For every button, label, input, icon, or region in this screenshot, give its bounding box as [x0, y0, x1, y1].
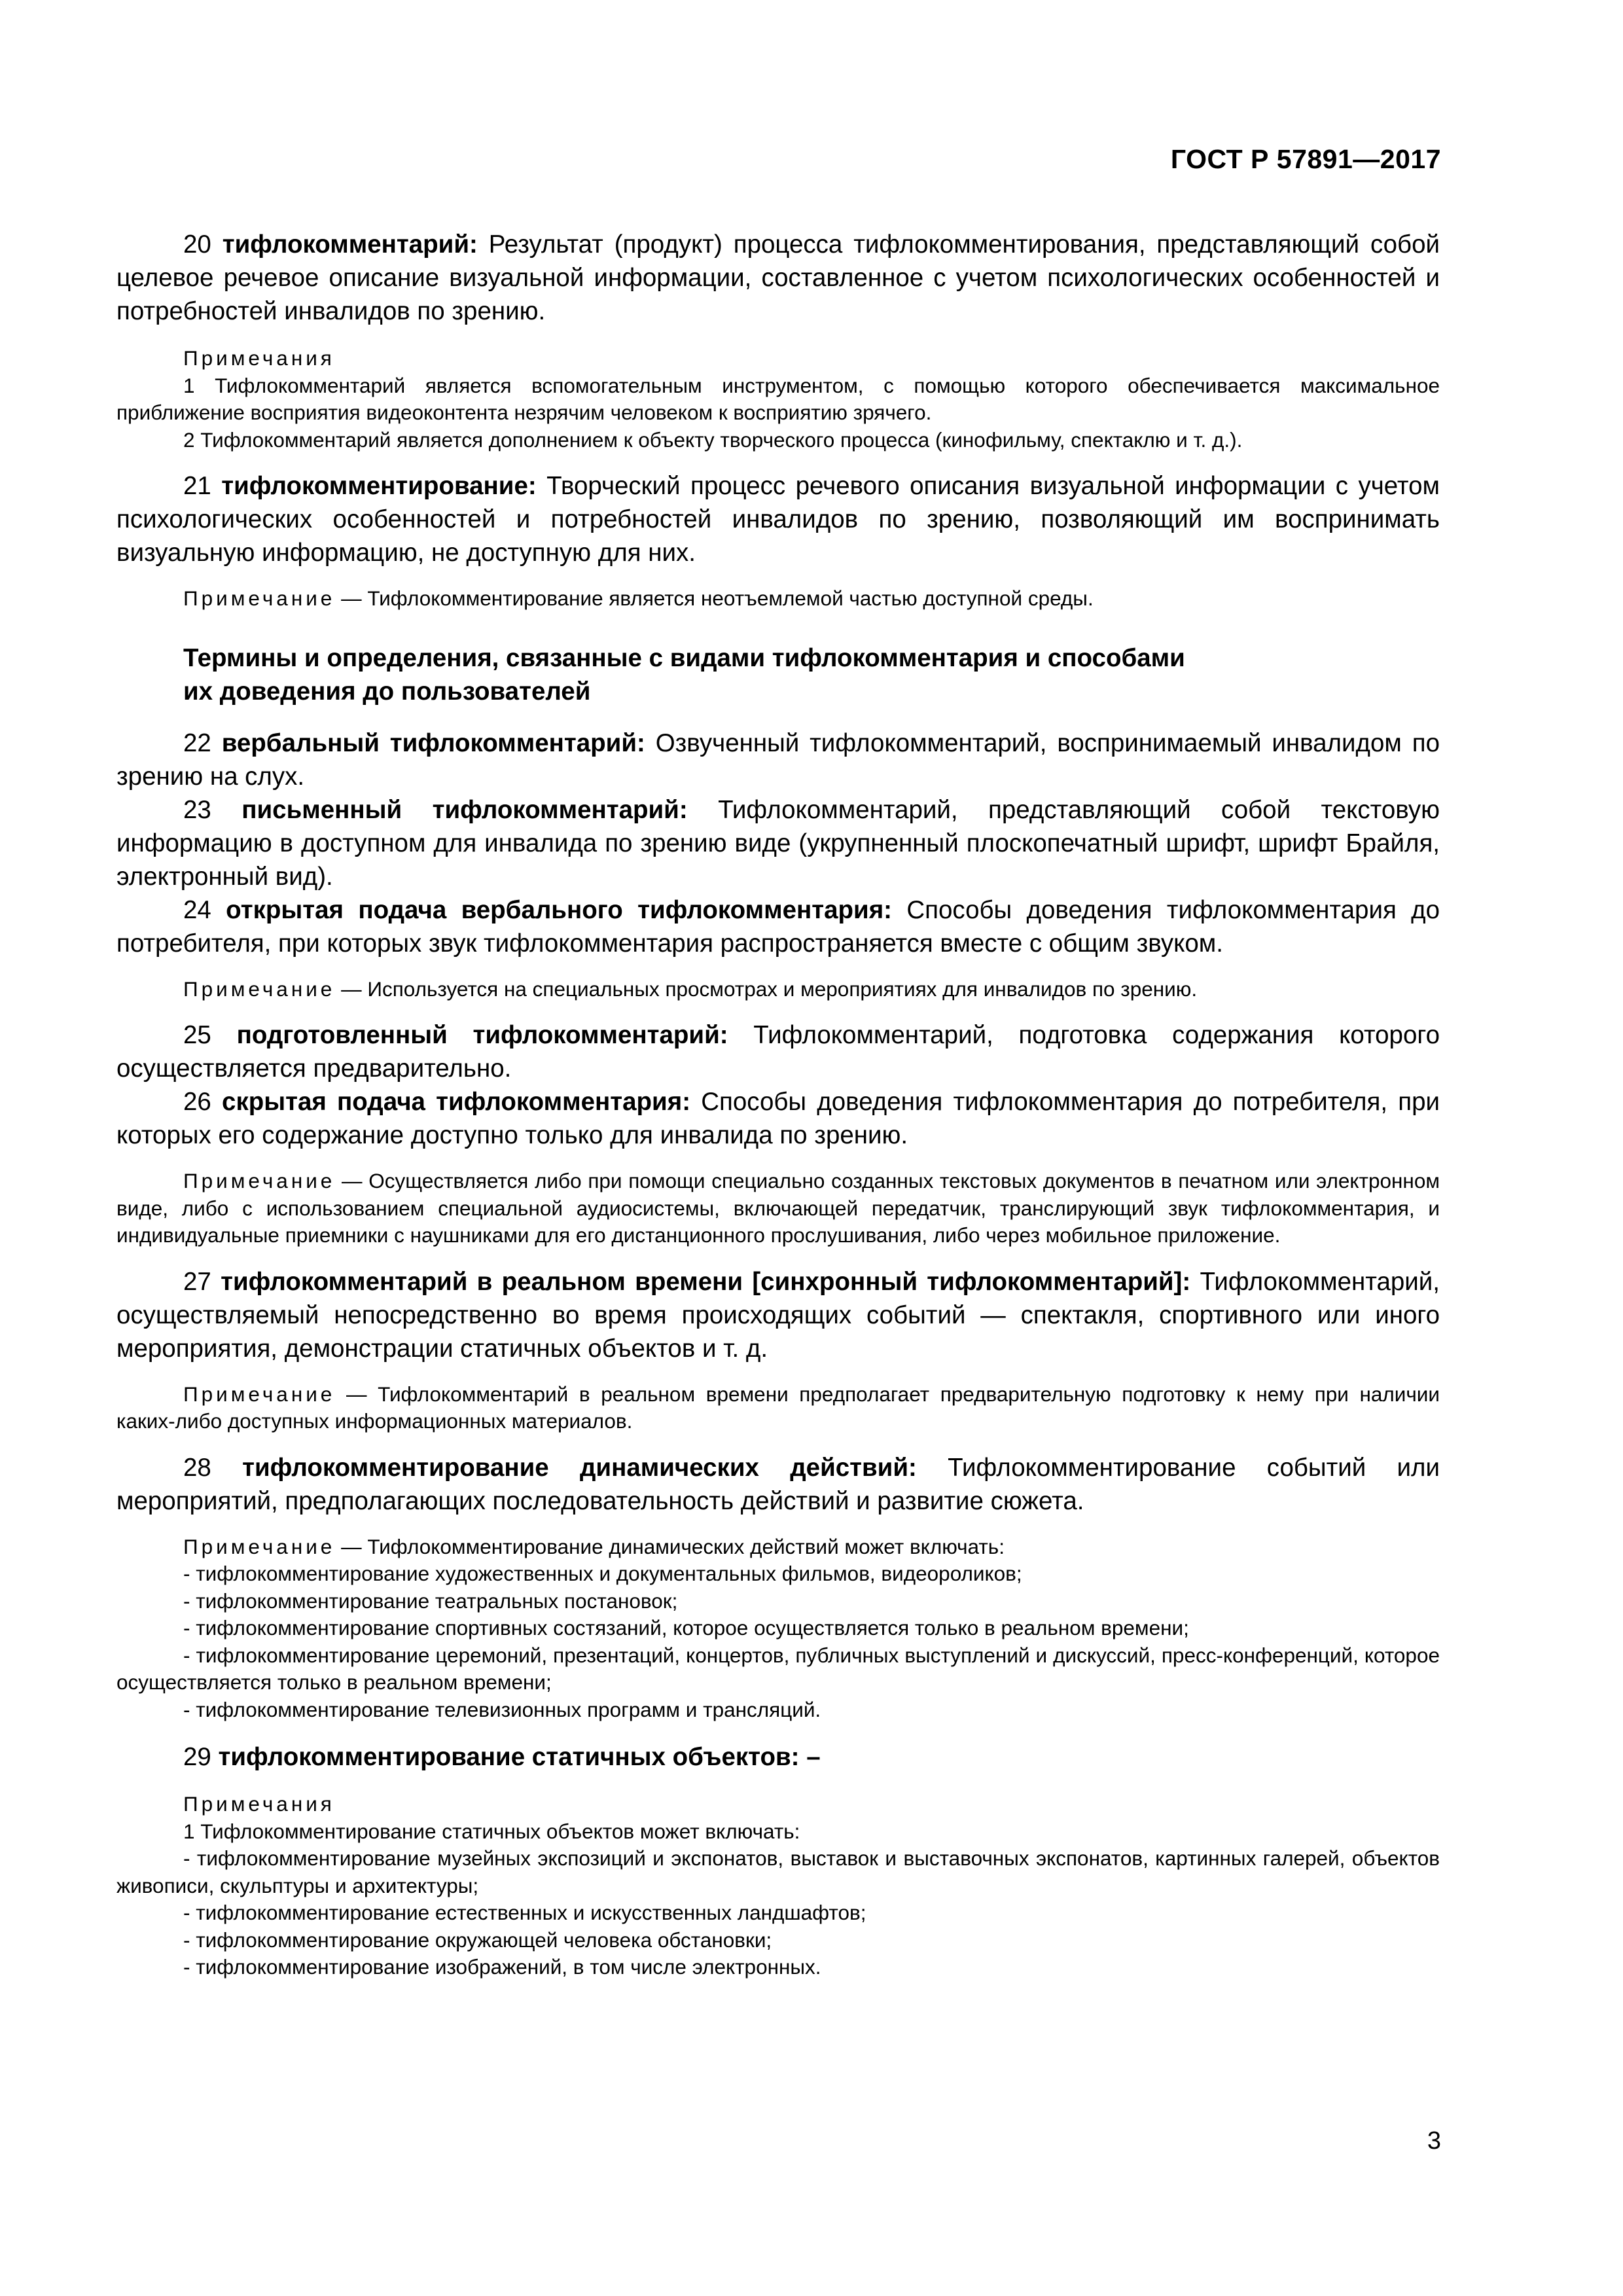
list-item: - тифлокомментирование спортивных состязаний, которое осуществляется только в реальном времени;	[183, 1616, 1189, 1640]
list-item: - тифлокомментирование естественных и искусственных ландшафтов;	[183, 1901, 866, 1924]
term-definition: Тифлокомментарий, осуществляемый непосредственно во время происходящих событий — спектакля, спортивного или иного мероприятия, демонстрации статичных объектов и т. д.	[116, 1267, 1440, 1363]
note-label: Примечание	[183, 1382, 336, 1406]
term-number: 22	[183, 728, 211, 757]
note-text: — Тифлокомментирование является неотъемлемой частью доступной среды.	[335, 586, 1094, 610]
section-heading-line: их доведения до пользователей	[183, 677, 591, 706]
note-27	[116, 1381, 1440, 1435]
term-number: 21	[183, 472, 211, 500]
list-item: - тифлокомментирование художественных и документальных фильмов, видеороликов;	[183, 1562, 1022, 1585]
term-definition: Творческий процесс речевого описания визуальной информации с учетом психологических особенностей и потребностей инвалидов по зрению, позволяющий им воспринимать визуальную информацию, не доступную для них.	[116, 472, 1440, 567]
term-number: 20	[183, 230, 211, 259]
term-number: 29	[183, 1743, 211, 1771]
term-number: 28	[183, 1453, 211, 1482]
term-21	[116, 469, 1440, 569]
term-23	[116, 793, 1440, 893]
note-item: 2 Тифлокомментарий является дополнением к объекту творческого процесса (кинофильму, спектаклю и т. д.).	[183, 427, 1243, 452]
note-label: Примечание	[183, 977, 336, 1001]
term-title: вербальный тифлокомментарий:	[221, 728, 645, 757]
section-heading-line: Термины и определения, связанные с видами тифлокомментария и способами	[183, 643, 1185, 672]
term-definition: Тифлокомментирование событий или мероприятий, предполагающих последовательность действий и развитие сюжета.	[116, 1453, 1440, 1515]
note-label: Примечание	[183, 586, 336, 610]
list-item: - тифлокомментирование церемоний, презентаций, концертов, публичных выступлений и дискуссий, пресс-конференций, которое осуществляется только в реальном времени;	[116, 1643, 1440, 1694]
note-24	[116, 976, 1440, 1003]
note-text: — Тифлокомментарий в реальном времени предполагает предварительную подготовку к нему при наличии каких-либо доступных информационных материалов.	[116, 1382, 1440, 1433]
note-label: Примечания	[183, 346, 335, 370]
list-item: - тифлокомментирование театральных постановок;	[183, 1588, 678, 1613]
term-22	[116, 726, 1440, 793]
term-number: 25	[183, 1021, 211, 1049]
term-title: тифлокомментарий в реальном времени [синхронный тифлокомментарий]:	[221, 1267, 1191, 1296]
term-number: 27	[183, 1267, 211, 1296]
list-item: - тифлокомментирование изображений, в том числе электронных.	[183, 1955, 821, 1979]
term-number: 24	[183, 895, 211, 924]
term-title: подготовленный тифлокомментарий:	[236, 1021, 728, 1049]
term-title: открытая подача вербального тифлокомментария:	[226, 895, 892, 924]
term-20	[116, 228, 1440, 328]
term-title: скрытая подача тифлокомментария:	[222, 1088, 691, 1116]
note-21	[116, 585, 1440, 613]
term-title: тифлокомментарий:	[222, 230, 478, 259]
term-definition: Тифлокомментарий, подготовка содержания которого осуществляется предварительно.	[116, 1021, 1440, 1083]
page-number: 3	[1427, 2127, 1441, 2155]
note-item: 1 Тифлокомментирование статичных объектов может включать:	[183, 1819, 800, 1843]
note-label: Примечания	[183, 1792, 335, 1816]
term-number: 26	[183, 1088, 211, 1116]
term-definition: Способы доведения тифлокомментария до потребителя, при которых звук тифлокомментария распространяется вместе с общим звуком.	[116, 895, 1440, 958]
term-number: 23	[183, 795, 211, 824]
term-title: тифлокомментирование:	[221, 472, 537, 500]
note-20	[116, 345, 1440, 454]
term-27	[116, 1265, 1440, 1365]
section-heading	[116, 641, 1440, 708]
document-body	[116, 0, 1440, 1981]
note-label: Примечание	[183, 1169, 336, 1193]
term-26	[116, 1085, 1440, 1152]
term-29	[116, 1740, 1440, 1774]
document-header: ГОСТ Р 57891—2017	[1170, 144, 1441, 174]
term-28	[116, 1451, 1440, 1518]
term-definition: Способы доведения тифлокомментария до потребителя, при которых его содержание доступно только для инвалида по зрению.	[116, 1088, 1440, 1149]
term-title: тифлокомментирование динамических действий:	[242, 1453, 917, 1482]
term-definition: Тифлокомментарий, представляющий собой текстовую информацию в доступном для инвалида по зрению виде (укрупненный плоскопечатный шрифт, шрифт Брайля, электронный вид).	[116, 795, 1440, 891]
note-text: — Тифлокомментирование динамических действий может включать:	[335, 1534, 1005, 1558]
note-item: 1 Тифлокомментарий является вспомогательным инструментом, с помощью которого обеспечивается максимальное приближение восприятия видеоконтента незрячим человеком к восприятию зрячего.	[116, 373, 1440, 424]
list-item: - тифлокомментирование телевизионных программ и трансляций.	[183, 1697, 821, 1721]
note-26	[116, 1168, 1440, 1249]
term-title: письменный тифлокомментарий:	[241, 795, 688, 824]
term-title: тифлокомментирование статичных объектов: –	[218, 1743, 821, 1771]
list-item: - тифлокомментирование музейных экспозиций и экспонатов, выставок и выставочных экспонатов, картинных галерей, объектов живописи, скульптуры и архитектуры;	[116, 1846, 1440, 1897]
note-text: — Используется на специальных просмотрах и мероприятиях для инвалидов по зрению.	[335, 977, 1198, 1001]
note-text: — Осуществляется либо при помощи специально созданных текстовых документов в печатном или электронном виде, либо с использованием специальной аудиосистемы, включающей передатчик, транслирующий звук тифлокомментария, и индивидуальные приемники с наушниками для его дистанционного прослушивания, либо через мобильное приложение.	[116, 1169, 1440, 1247]
term-definition: Результат (продукт) процесса тифлокомментирования, представляющий собой целевое речевое описание визуальной информации, составленное с учетом психологических особенностей и потребностей инвалидов по зрению.	[116, 230, 1440, 325]
note-label: Примечание	[183, 1534, 336, 1558]
term-24	[116, 893, 1440, 960]
note-28	[116, 1534, 1440, 1724]
note-29	[116, 1791, 1440, 1981]
term-definition: Озвученный тифлокомментарий, воспринимаемый инвалидом по зрению на слух.	[116, 728, 1440, 791]
list-item: - тифлокомментирование окружающей человека обстановки;	[183, 1928, 772, 1952]
term-25	[116, 1018, 1440, 1085]
